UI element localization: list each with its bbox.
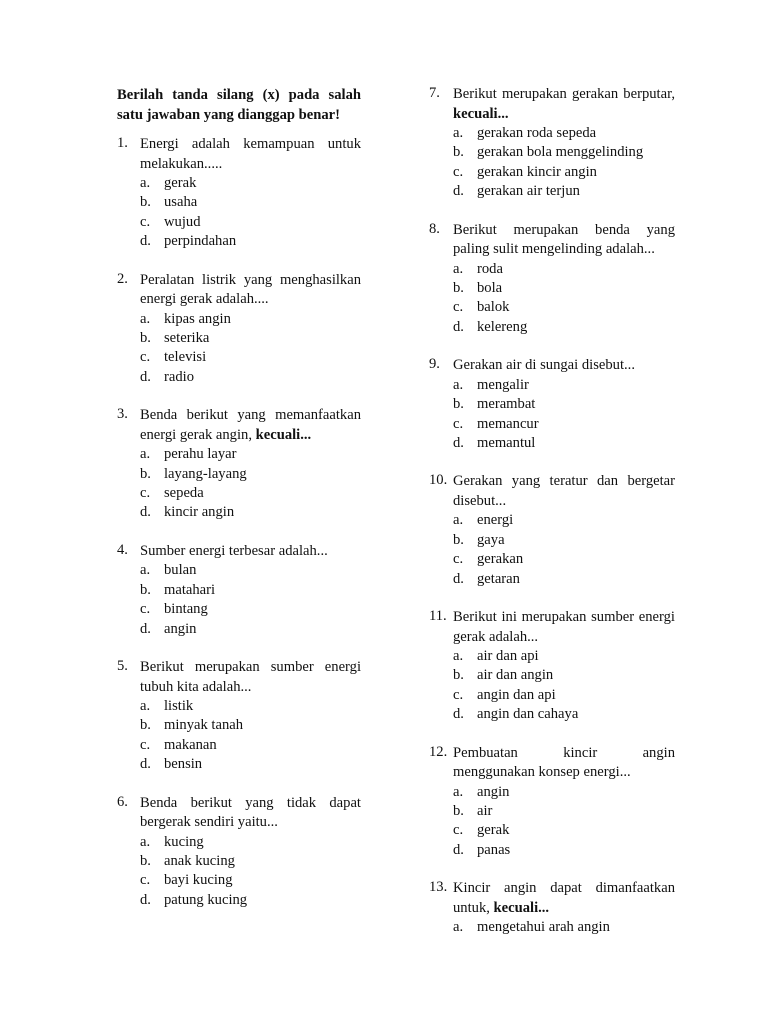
left-column [117,85,361,929]
question-head [429,879,675,918]
option-letter: b. [453,280,464,297]
question-text [140,271,361,310]
option-text: gerakan air terjun [477,183,580,200]
option-text: kipas angin [164,310,231,327]
option-letter: a. [140,310,151,327]
question-stem: Kincir angin dapat dimanfaatkan untuk, [453,880,675,916]
option-text: perahu layar [164,446,237,463]
answer-option [453,783,675,802]
option-letter: d. [453,841,464,858]
answer-option [140,174,361,193]
answer-option [453,163,675,182]
answer-option [453,841,675,860]
option-text: gaya [477,531,505,548]
answer-option [453,395,675,414]
option-letter: c. [140,349,151,366]
answer-option [453,318,675,337]
option-letter: b. [140,853,151,870]
option-letter: d. [140,504,151,521]
question-item [429,356,675,453]
question-text [140,658,361,697]
option-letter: a. [453,783,464,800]
option-text: radio [164,368,194,385]
question-item [429,879,675,937]
question-keyword: kecuali... [255,426,312,443]
option-list [429,511,675,589]
option-text: bola [477,280,503,297]
answer-option [453,821,675,840]
option-text: gerakan [477,551,524,568]
option-text: layang-layang [164,465,247,482]
option-letter: b. [453,803,464,820]
answer-option [453,143,675,162]
question-head [429,221,675,260]
option-letter: d. [140,620,151,637]
question-text [453,472,675,511]
question-head [117,542,361,562]
question-stem: Gerakan yang teratur dan bergetar disebut... [453,473,675,509]
question-list [429,85,675,938]
option-letter: c. [140,485,151,502]
option-text: televisi [164,349,207,366]
answer-option [140,716,361,735]
question-text [453,744,675,783]
answer-option [453,124,675,143]
question-stem: Berikut ini merupakan sumber energi gerak adalah... [453,609,675,645]
option-text: angin dan api [477,686,556,703]
answer-option [140,465,361,484]
option-letter: a. [140,446,151,463]
question-stem: Berikut merupakan benda yang paling sulit mengelinding adalah... [453,221,675,258]
option-text: gerak [164,175,197,191]
answer-option [453,918,675,937]
option-letter: a. [453,919,464,936]
right-column [429,85,675,957]
option-text: gerakan kincir angin [477,163,597,180]
option-letter: d. [140,368,151,385]
option-text: merambat [477,396,536,413]
answer-option [453,260,675,279]
question-item [117,271,361,388]
question-keyword: kecuali... [493,899,550,916]
option-list [429,783,675,861]
answer-option [140,310,361,329]
option-text: roda [477,260,503,277]
option-text: getaran [477,570,520,587]
question-number: 5. [117,658,128,674]
option-text: panas [477,841,511,858]
answer-option [453,531,675,550]
option-letter: d. [453,570,464,587]
question-number: 7. [429,85,440,101]
question-head [429,356,675,376]
question-item [429,85,675,202]
answer-option [140,503,361,522]
question-text [453,879,675,918]
question-item [429,744,675,861]
option-text: angin [477,783,510,800]
option-text: wujud [164,213,201,230]
answer-option [453,705,675,724]
option-letter: c. [453,551,464,568]
option-text: bintang [164,601,208,618]
option-text: kincir angin [164,504,235,521]
option-letter: d. [453,434,464,451]
option-text: mengalir [477,376,529,393]
question-head [117,406,361,445]
option-text: bensin [164,756,203,773]
answer-option [453,182,675,201]
option-letter: c. [453,686,464,703]
answer-option [140,755,361,774]
option-list [117,697,361,775]
option-text: gerakan bola menggelinding [477,144,644,161]
question-number: 13. [429,879,448,896]
question-stem: Berikut merupakan sumber energi tubuh kita adalah... [140,659,361,695]
option-letter: c. [140,213,151,230]
question-stem: Benda berikut yang memanfaatkan energi gerak angin, [140,407,361,443]
answer-option [140,193,361,212]
option-letter: b. [140,717,151,734]
option-letter: a. [453,648,464,664]
answer-option [140,484,361,503]
option-text: listik [164,698,194,714]
option-list [429,260,675,338]
option-text: kucing [164,833,204,850]
question-number: 10. [429,472,448,489]
question-stem: Pembuatan kincir angin menggunakan konsep energi... [453,744,675,781]
option-letter: a. [140,562,151,579]
question-text [453,221,675,260]
question-item [117,406,361,523]
option-text: bulan [164,562,197,579]
option-text: seterika [164,330,210,347]
option-letter: a. [140,833,151,850]
question-keyword: kecuali... [453,105,509,122]
option-text: perpindahan [164,233,237,250]
option-letter: a. [453,125,464,141]
option-list [429,376,675,454]
question-text [453,85,675,124]
question-text [140,794,361,833]
answer-option [453,666,675,685]
option-text: air dan angin [477,667,554,684]
option-list [429,124,675,202]
option-list [429,918,675,937]
answer-option [140,891,361,910]
question-number: 2. [117,270,128,287]
question-item [117,794,361,911]
option-letter: c. [140,736,151,753]
answer-option [453,802,675,821]
answer-option [140,852,361,871]
option-letter: a. [453,260,464,277]
option-letter: b. [140,194,151,211]
option-letter: b. [453,667,464,684]
instruction-text: Berilah tanda silang (x) pada salah satu jawaban yang dianggap benar! [117,87,361,123]
option-letter: c. [140,601,151,618]
question-item [117,658,361,775]
option-letter: c. [140,872,151,889]
answer-option [140,232,361,251]
question-head [117,658,361,697]
option-text: balok [477,299,510,316]
option-letter: b. [453,396,464,413]
answer-option [453,434,675,453]
answer-option [140,561,361,580]
answer-option [140,736,361,755]
answer-option [453,298,675,317]
answer-option [140,833,361,852]
answer-option [453,647,675,666]
answer-option [140,368,361,387]
question-number: 8. [429,220,440,237]
option-text: kelereng [477,318,528,335]
option-letter: d. [453,183,464,200]
question-stem: Energi adalah kemampuan untuk melakukan..... [140,136,361,172]
answer-option [140,600,361,619]
option-text: makanan [164,736,217,753]
option-letter: d. [453,318,464,335]
answer-option [140,213,361,232]
question-item [117,542,361,639]
question-item [429,221,675,338]
option-text: sepeda [164,485,204,502]
option-letter: d. [140,756,151,773]
question-head [429,608,675,647]
option-text: anak kucing [164,853,235,870]
answer-option [453,376,675,395]
answer-option [453,686,675,705]
option-letter: c. [453,299,464,316]
option-list [117,310,361,388]
question-stem: Sumber energi terbesar adalah... [140,542,328,559]
option-text: usaha [164,194,198,211]
option-text: angin [164,620,197,637]
answer-option [140,620,361,639]
question-text [453,608,675,647]
question-number: 12. [429,743,448,760]
question-stem: Benda berikut yang tidak dapat bergerak sendiri yaitu... [140,794,361,831]
option-text: matahari [164,581,216,598]
option-letter: b. [453,144,464,161]
answer-option [453,511,675,530]
option-text: energi [477,512,514,529]
answer-option [453,415,675,434]
answer-option [140,697,361,716]
answer-option [453,279,675,298]
option-text: angin dan cahaya [477,706,579,723]
answer-option [140,871,361,890]
answer-option [140,581,361,600]
option-text: memantul [477,434,536,451]
answer-option [453,570,675,589]
option-letter: a. [453,512,464,529]
question-stem: Berikut merupakan gerakan berputar, [453,86,675,102]
question-number: 9. [429,356,440,373]
question-stem: Gerakan air di sungai disebut... [453,357,635,374]
option-letter: c. [453,415,464,432]
option-letter: b. [140,330,151,347]
answer-option [453,550,675,569]
option-letter: a. [140,698,151,714]
question-item [117,135,361,252]
question-number: 3. [117,406,128,423]
question-number: 6. [117,793,128,810]
question-stem: Peralatan listrik yang menghasilkan energi gerak adalah.... [140,271,361,308]
option-letter: c. [453,163,464,180]
option-letter: c. [453,822,464,839]
question-text [140,542,361,562]
answer-option [140,445,361,464]
option-text: air [477,803,493,820]
question-head [429,744,675,783]
answer-option [140,348,361,367]
option-text: minyak tanah [164,717,244,734]
option-letter: b. [140,581,151,598]
question-number: 11. [429,608,447,624]
question-item [429,472,675,589]
option-text: air dan api [477,648,539,664]
option-letter: d. [140,891,151,908]
option-text: memancur [477,415,539,432]
option-text: gerakan roda sepeda [477,125,597,141]
question-head [117,271,361,310]
option-text: gerak [477,822,510,839]
option-list [117,561,361,639]
option-letter: b. [140,465,151,482]
option-letter: d. [140,233,151,250]
option-list [117,833,361,911]
question-head [117,135,361,174]
option-list [117,174,361,252]
question-item [429,608,675,725]
question-number: 4. [117,541,128,558]
question-head [429,472,675,511]
option-letter: a. [453,376,464,393]
question-head [117,794,361,833]
question-text [140,135,361,174]
option-text: mengetahui arah angin [477,919,610,936]
option-text: bayi kucing [164,872,233,889]
question-number: 1. [117,135,128,151]
question-text [453,356,675,376]
answer-option [140,329,361,348]
option-list [117,445,361,523]
option-letter: d. [453,706,464,723]
question-list [117,135,361,910]
option-text: patung kucing [164,891,248,908]
option-list [429,647,675,725]
option-letter: b. [453,531,464,548]
question-text [140,406,361,445]
question-head [429,85,675,124]
option-letter: a. [140,175,151,191]
